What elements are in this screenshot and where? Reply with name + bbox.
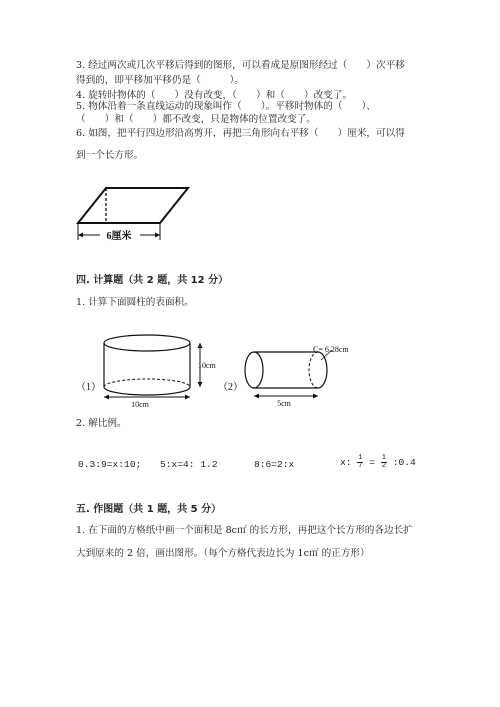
proportion-expression-2: 5:x=4: 1.2 [160,459,218,470]
question-4: 4. 旋转时物体的（ ）没有改变，（ ）和（ ）改变了。 [76,90,353,101]
draw-question-1-line-1: 1. 在下面的方格纸中画一个面积是 8c㎡ 的长方形，再把这个长方形的各边长扩 [76,525,413,536]
question-6-line-2: 到一个长方形。 [76,150,144,161]
cylinder2-length-arrow-right [313,394,318,399]
cylinder1-diameter-label: 10cm [131,400,149,409]
calc-question-2: 2. 解比例。 [76,418,127,429]
arrow-left [78,233,83,238]
cylinder2-length-arrow-left [254,394,259,399]
cylinder2-left-end [245,352,263,388]
cylinder1-bottom-front [104,387,190,395]
cylinder1-bottom-back [104,379,190,387]
expr4-frac1-num: 1 [358,454,363,462]
cylinder2-length-label: 5cm [277,399,291,408]
expr4-frac1-den: 7 [358,462,363,470]
fig2-index: （2） [218,382,243,393]
expr4-suffix: :0.4 [392,457,416,469]
expr4-fraction-2 [381,455,387,470]
cylinder-figure-1 [76,330,226,410]
question-3-line-1: 3. 经过两次或几次平移后得到的图形，可以看成是原图形经过（ ）次平移 [76,60,405,71]
parallelogram-shape [78,188,188,223]
cylinder2-circumference-label: C= 6.28cm [313,345,349,354]
expr4-fraction-1 [357,455,363,470]
proportion-expression-3: 8:6=2:x [254,459,295,470]
cylinder2-right-back [309,352,318,388]
cylinder1-height-label: 10cm [198,361,216,370]
section-heading-calc: 四. 计算题（共 2 题，共 12 分） [76,275,229,286]
cylinder1-height-arrow-bottom [198,382,203,387]
expr4-frac2-den: 2 [381,462,386,470]
proportion-expression-4 [340,455,416,470]
cylinder-figure-2 [218,338,368,408]
cylinder2-right-front [318,352,327,388]
arrow-right [155,233,160,238]
expr4-prefix: x: [340,457,352,469]
question-5-line-1: 5. 物体沿着一条直线运动的现象叫作（ ）。平移时物体的（ ）、 [76,101,377,112]
width-label: 6厘米 [106,231,132,242]
expr4-frac2-num: 1 [381,454,386,462]
cylinder1-top [104,335,190,351]
question-3-line-2: 得到的，即平移加平移仍是（ ）。 [76,75,244,86]
cylinder1-diameter-arrow-right [185,395,190,400]
expr4-mid: = [369,457,381,469]
section-heading-draw: 五. 作图题（共 1 题，共 5 分） [76,504,222,515]
proportion-expression-1: 0.3:9=x:10; [78,459,142,470]
question-5-line-2: （ ）和（ ）都不改变，只是物体的位置改变了。 [76,114,316,125]
calc-question-1: 1. 计算下面圆柱的表面积。 [76,297,194,308]
draw-question-1-line-2: 大到原来的 2 倍，画出图形。（每个方格代表边长为 1c㎡ 的正方形） [76,548,370,559]
cylinder1-diameter-arrow-left [104,395,109,400]
cylinder1-height-arrow-top [198,343,203,348]
parallelogram-figure [70,178,200,248]
question-6-line-1: 6. 如图，把平行四边形沿高剪开，再把三角形向右平移（ ）厘米，可以得 [76,128,405,139]
fig1-index: （1） [76,382,101,393]
